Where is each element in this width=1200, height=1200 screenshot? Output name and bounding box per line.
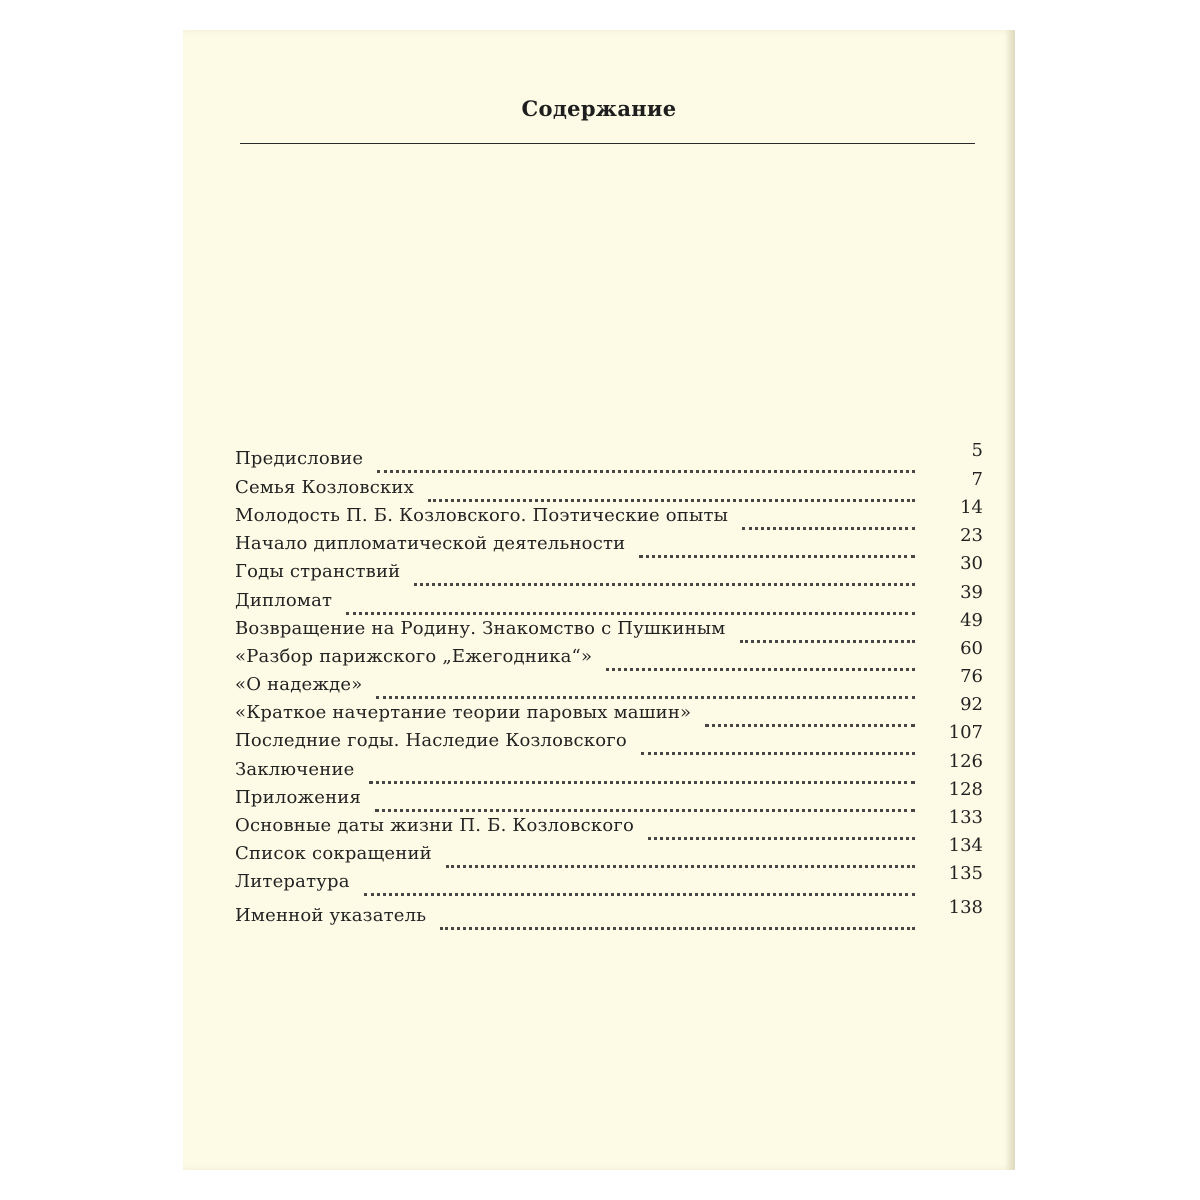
toc-entry-page: 7: [971, 469, 983, 490]
toc-entry: [235, 497, 983, 530]
toc-entry-page: 14: [960, 497, 983, 518]
toc-entry-title: Литература: [235, 871, 350, 892]
toc-entry-page: 30: [960, 553, 983, 574]
toc-leader-dots: [346, 592, 915, 615]
toc-leader-dots: [375, 789, 915, 812]
toc-entry: [235, 666, 983, 699]
toc-leader-dots: [376, 676, 915, 699]
toc-entry-page: 128: [948, 779, 983, 800]
toc-leader-dots: [648, 817, 915, 840]
toc-entry: [235, 582, 983, 615]
toc-leader-dots: [364, 873, 915, 896]
toc-entry: [235, 694, 983, 727]
toc-entry-title: Возвращение на Родину. Знакомство с Пушкиным: [235, 618, 726, 639]
page-title: Содержание: [521, 96, 677, 121]
toc-leader-dots: [369, 761, 915, 784]
toc-entry: [235, 779, 983, 812]
toc-entry-page: 92: [960, 694, 983, 715]
toc-leader-dots: [414, 563, 915, 586]
toc-entry-page: 126: [948, 751, 983, 772]
toc-leader-dots: [742, 507, 915, 530]
toc-entry-title: Дипломат: [235, 590, 333, 611]
toc-entry-page: 134: [948, 835, 983, 856]
toc-entry-page: 49: [960, 610, 983, 631]
toc-entry: [235, 722, 983, 755]
toc-entry: [235, 807, 983, 840]
toc-entry-title: «Краткое начертание теории паровых машин»: [235, 702, 692, 723]
toc-entry-page: 135: [948, 863, 983, 884]
toc-leader-dots: [606, 648, 915, 671]
page-edge-shadow: [1005, 30, 1015, 1170]
toc-entry: [235, 525, 983, 558]
toc-entry-title: «О надежде»: [235, 674, 363, 695]
book-page: [183, 30, 1015, 1170]
toc-entry: [235, 751, 983, 784]
toc-entry-page: 138: [948, 897, 983, 918]
toc-entry-page: 23: [960, 525, 983, 546]
toc-entry-page: 60: [960, 638, 983, 659]
toc-entry-title: Список сокращений: [235, 843, 432, 864]
toc-entry: [235, 863, 983, 896]
toc-entry-title: Предисловие: [235, 448, 364, 469]
toc-leader-dots: [440, 907, 915, 930]
toc-entry: [235, 553, 983, 586]
toc-entry-title: Семья Козловских: [235, 477, 414, 498]
toc-entry: [235, 469, 983, 502]
toc-entry-page: 133: [948, 807, 983, 828]
toc-entry-title: Молодость П. Б. Козловского. Поэтические опыты: [235, 505, 729, 526]
toc-leader-dots: [428, 479, 915, 502]
toc-leader-dots: [377, 450, 915, 473]
toc-entry-title: Основные даты жизни П. Б. Козловского: [235, 815, 635, 836]
toc-entry-page: 76: [960, 666, 983, 687]
toc-entry-page: 107: [948, 722, 983, 743]
toc-entry: [235, 610, 983, 643]
toc-leader-dots: [639, 535, 915, 558]
toc-entry-title: «Разбор парижского „Ежегодника“»: [235, 646, 593, 667]
toc-entry-page: 5: [971, 440, 983, 461]
toc-leader-dots: [740, 620, 915, 643]
toc-entry-title: Приложения: [235, 787, 362, 808]
toc-entry-title: Годы странствий: [235, 561, 401, 582]
toc-leader-dots: [641, 732, 915, 755]
toc-leader-dots: [446, 845, 915, 868]
toc-entry-page: 39: [960, 582, 983, 603]
toc-entry: [235, 835, 983, 868]
title-rule: [240, 143, 975, 144]
toc-entry-title: Именной указатель: [235, 905, 427, 926]
toc-entry: [235, 440, 983, 473]
toc-entry: [235, 897, 983, 930]
toc-entry: [235, 638, 983, 671]
toc-leader-dots: [705, 704, 915, 727]
toc-entry-title: Заключение: [235, 759, 355, 780]
toc-entry-title: Последние годы. Наследие Козловского: [235, 730, 627, 751]
toc-entry-title: Начало дипломатической деятельности: [235, 533, 626, 554]
